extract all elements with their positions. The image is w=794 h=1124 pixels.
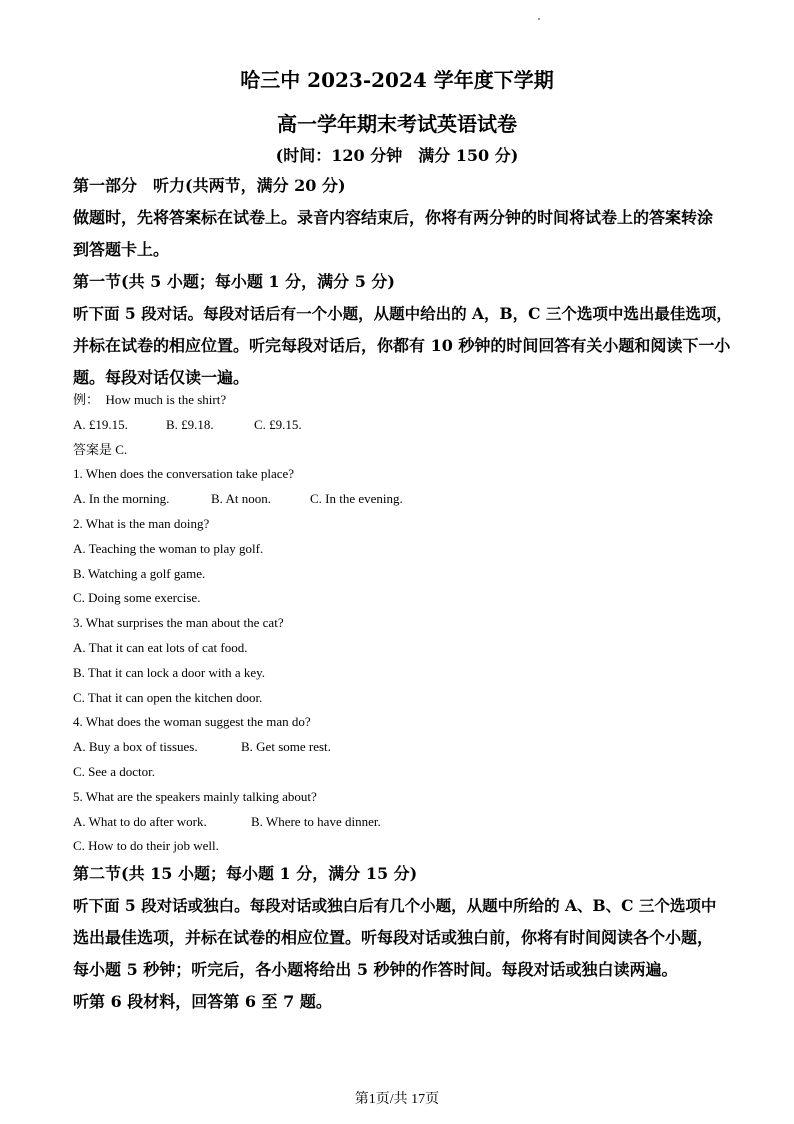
question-3-option-c: C. That it can open the kitchen door.: [73, 689, 263, 705]
question-3-option-a: A. That it can eat lots of cat food.: [73, 639, 248, 655]
question-2-option-b: B. Watching a golf game.: [73, 565, 206, 581]
question-1-stem: 1. When does the conversation take place?: [73, 466, 295, 482]
question-5-options: [73, 810, 733, 835]
section2-block: [73, 858, 733, 1018]
part1-instructions-line1: 做题时，先将答案标在试卷上。录音内容结束后，你将有两分钟的时间将试卷上的答案转涂: [73, 208, 714, 227]
question-4-option-b: B. Get some rest.: [241, 739, 331, 755]
section1-heading: 第一节(共 5 小题；每小题 1 分，满分 5 分): [73, 272, 395, 291]
question-2-option-c: C. Doing some exercise.: [73, 590, 201, 606]
question-1-option-b: B. At noon.: [211, 491, 271, 507]
part1-instructions-line2: 到答题卡上。: [73, 240, 170, 259]
exam-subtitle: 高一学年期末考试英语试卷: [277, 112, 517, 136]
question-1-option-c: C. In the evening.: [310, 491, 403, 507]
question-4-option-c: C. See a doctor.: [73, 763, 155, 779]
question-5-option-a: A. What to do after work.: [73, 813, 207, 829]
section2-instructions-line2: 选出最佳选项，并标在试卷的相应位置。听每段对话或独白前，你将有时间阅读各个小题，: [73, 928, 714, 947]
section2-heading: 第二节(共 15 小题；每小题 1 分，满分 15 分): [73, 864, 418, 883]
example-option-b: B. £9.18.: [166, 416, 214, 432]
example-options: [73, 413, 733, 438]
question-2-stem: 2. What is the man doing?: [73, 515, 210, 531]
question-1-options: [73, 487, 733, 512]
section2-instructions-line3: 每小题 5 秒钟；听完后，各小题将给出 5 秒钟的作答时间。每段对话或独白读两遍。: [73, 960, 678, 979]
part1-block: [73, 170, 733, 394]
section1-instructions-line3: 题。每段对话仅读一遍。: [73, 368, 250, 387]
section2-material: 听第 6 段材料，回答第 6 至 7 题。: [73, 992, 332, 1011]
question-5-option-b: B. Where to have dinner.: [251, 813, 381, 829]
section2-instructions-line1: 听下面 5 段对话或独白。每段对话或独白后有几个小题，从题中所给的 A、B、C 三个选项中: [73, 896, 717, 915]
example-option-a: A. £19.15.: [73, 416, 128, 432]
part1-heading: 第一部分 听力(共两节，满分 20 分): [73, 176, 346, 195]
question-1-option-a: A. In the morning.: [73, 491, 170, 507]
question-3-option-b: B. That it can lock a door with a key.: [73, 664, 266, 680]
example-option-c: C. £9.15.: [254, 416, 302, 432]
exam-title: 哈三中 2023-2024 学年度下学期: [240, 68, 554, 92]
question-3-stem: 3. What surprises the man about the cat?: [73, 615, 284, 631]
scan-speck: [538, 18, 540, 20]
example-answer: 答案是 C.: [73, 441, 128, 457]
question-4-options: [73, 735, 733, 760]
question-5-stem: 5. What are the speakers mainly talking about?: [73, 788, 317, 804]
question-2-option-a: A. Teaching the woman to play golf.: [73, 540, 264, 556]
exam-time-score: (时间：120 分钟 满分 150 分): [275, 146, 519, 165]
page-number: 第1页/共 17页: [354, 1092, 440, 1107]
question-4-stem: 4. What does the woman suggest the man do?: [73, 714, 311, 730]
questions-block: [73, 388, 733, 859]
question-4-option-a: A. Buy a box of tissues.: [73, 739, 198, 755]
section1-instructions-line1: 听下面 5 段对话。每段对话后有一个小题，从题中给出的 A，B，C 三个选项中选出最佳选项，: [73, 304, 732, 323]
example-question: 例： How much is the shirt?: [73, 392, 227, 407]
section1-instructions-line2: 并标在试卷的相应位置。听完每段对话后，你都有 10 秒钟的时间回答有关小题和阅读下一小: [73, 336, 731, 355]
question-5-option-c: C. How to do their job well.: [73, 838, 219, 854]
